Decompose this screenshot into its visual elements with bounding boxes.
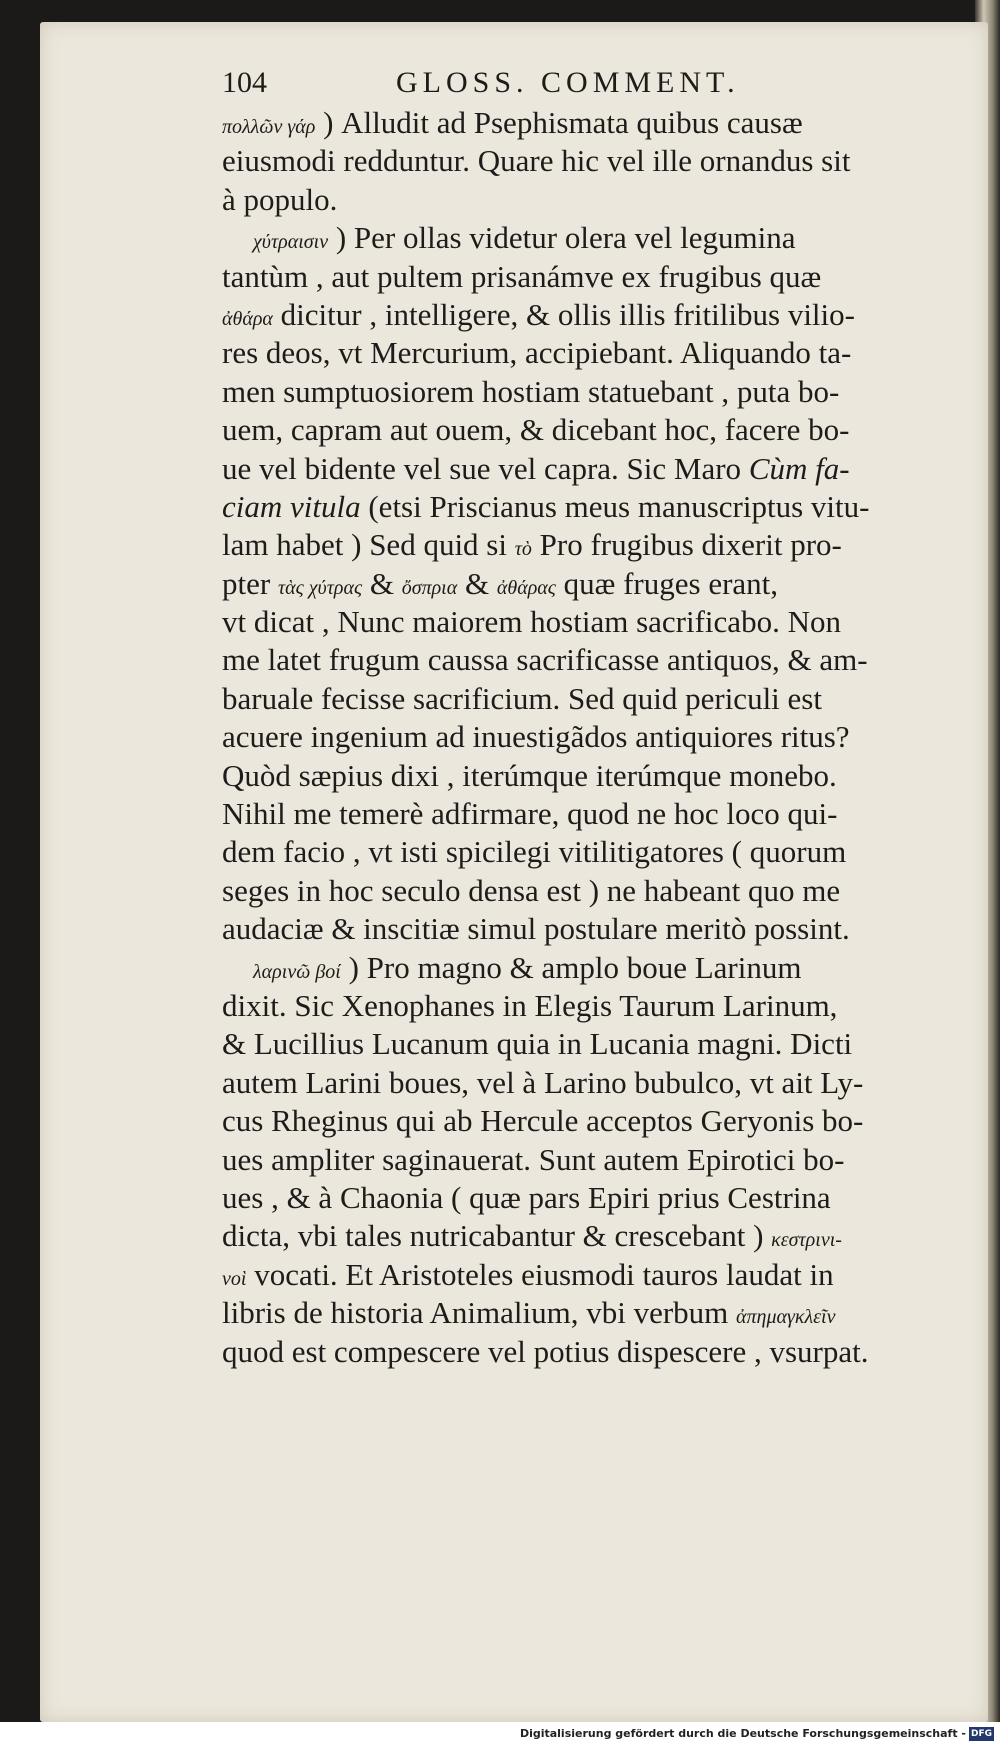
text-line bbox=[222, 1217, 932, 1255]
text-run: baruale fecisse sacrificium. Sed quid periculi est bbox=[222, 680, 822, 716]
text-line bbox=[222, 526, 932, 564]
text-line bbox=[222, 833, 932, 871]
text-run: men sumptuosiorem hostiam statuebant , puta bo- bbox=[222, 373, 840, 409]
text-run: & bbox=[362, 565, 402, 601]
text-run: dicitur , intelligere, & ollis illis fritilibus vilio- bbox=[272, 296, 855, 332]
text-run: Nihil me temerè adfirmare, quod ne hoc loco qui- bbox=[222, 796, 838, 832]
text-line bbox=[222, 181, 932, 219]
text-run: Pro frugibus dixerit pro- bbox=[531, 527, 842, 563]
text-run: dixit. Sic Xenophanes in Elegis Taurum Larinum, bbox=[222, 987, 838, 1023]
greek-lemma: λαρινῶ βοί bbox=[253, 960, 341, 983]
text-line bbox=[222, 1141, 932, 1179]
text-run: audaciæ & inscitiæ simul postulare meritò possint. bbox=[222, 911, 850, 947]
running-header bbox=[222, 66, 922, 106]
dfg-logo: DFG bbox=[970, 1729, 992, 1739]
body-text bbox=[222, 104, 932, 1371]
text-run: lam habet ) Sed quid si bbox=[222, 527, 515, 563]
page-number: 104 bbox=[222, 66, 267, 99]
text-run bbox=[222, 950, 253, 985]
text-line bbox=[222, 910, 932, 948]
text-line bbox=[222, 296, 932, 334]
text-run: dem facio , vt isti spicilegi vitilitigatores ( quorum bbox=[222, 834, 847, 870]
text-run: ) Alludit ad Psephismata quibus causæ bbox=[315, 105, 803, 140]
text-line bbox=[222, 334, 932, 372]
text-line bbox=[222, 872, 932, 910]
text-run: me latet frugum caussa sacrificasse antiquos, & am- bbox=[222, 642, 868, 678]
text-line bbox=[222, 1064, 932, 1102]
text-run: autem Larini boues, vel à Larino bubulco, vt ait Ly- bbox=[222, 1064, 864, 1100]
text-line bbox=[222, 142, 932, 180]
greek-lemma: πολλῶν γάρ bbox=[222, 116, 316, 138]
text-run: tantùm , aut pultem prisanámve ex frugibus quæ bbox=[222, 258, 822, 294]
text-run: ues ampliter saginauerat. Sunt autem Epirotici bo- bbox=[222, 1141, 845, 1177]
italic-quote: Cùm fa- bbox=[748, 450, 850, 486]
text-line bbox=[222, 219, 932, 257]
text-run: ues , & à Chaonia ( quæ pars Epiri prius Cestrina bbox=[222, 1179, 831, 1215]
text-run: à populo. bbox=[222, 181, 338, 217]
text-line bbox=[222, 1256, 932, 1294]
greek-lemma: τὸ bbox=[514, 538, 532, 561]
italic-quote: ciam vitula bbox=[222, 488, 361, 524]
text-line bbox=[222, 373, 932, 411]
text-run: pter bbox=[222, 565, 278, 601]
funding-note: Digitalisierung gefördert durch die Deutsche Forschungsgemeinschaft - bbox=[519, 1727, 966, 1740]
greek-lemma: νοὶ bbox=[222, 1267, 247, 1290]
text-line bbox=[222, 680, 932, 718]
text-line bbox=[222, 603, 932, 641]
running-head: GLOSS. COMMENT. bbox=[396, 66, 740, 99]
text-run: vt dicat , Nunc maiorem hostiam sacrificabo. Non bbox=[222, 604, 841, 640]
text-line bbox=[222, 641, 932, 679]
greek-lemma: ἀθάρα bbox=[222, 307, 273, 330]
text-line bbox=[222, 450, 932, 488]
text-run bbox=[222, 220, 253, 255]
text-run: ) Pro magno & amplo boue Larinum bbox=[340, 949, 802, 985]
text-run: quod est compescere vel potius dispescere , vsurpat. bbox=[222, 1333, 869, 1369]
text-run: & bbox=[457, 565, 497, 601]
text-line bbox=[222, 1025, 932, 1063]
text-run: cus Rheginus qui ab Hercule acceptos Geryonis bo- bbox=[222, 1103, 864, 1139]
text-line bbox=[222, 258, 932, 296]
text-line bbox=[222, 1333, 932, 1371]
text-line bbox=[222, 718, 932, 756]
text-run: uem, capram aut ouem, & dicebant hoc, facere bo- bbox=[222, 412, 850, 448]
text-run: & Lucillius Lucanum quia in Lucania magni. Dicti bbox=[222, 1026, 853, 1062]
text-run: dicta, vbi tales nutricabantur & crescebant ) bbox=[222, 1218, 772, 1254]
text-run: vocati. Et Aristoteles eiusmodi tauros laudat in bbox=[246, 1256, 834, 1292]
text-run: acuere ingenium ad inuestigãdos antiquiores ritus? bbox=[222, 719, 850, 755]
text-run: ue vel bidente vel sue vel capra. Sic Maro bbox=[222, 450, 749, 486]
text-line bbox=[222, 104, 932, 142]
text-line bbox=[222, 757, 932, 795]
text-line bbox=[222, 411, 932, 449]
text-line bbox=[222, 987, 932, 1025]
text-line bbox=[222, 949, 932, 987]
greek-lemma: ἀπημαγκλεῖν bbox=[736, 1306, 836, 1329]
text-run: Quòd sæpius dixi , iterúmque iterúmque monebo. bbox=[222, 757, 837, 793]
greek-lemma: χύτραισιν bbox=[253, 231, 329, 254]
text-run: (etsi Priscianus meus manuscriptus vitu- bbox=[360, 488, 870, 524]
text-line bbox=[222, 488, 932, 526]
text-run: res deos, vt Mercurium, accipiebant. Aliquando ta- bbox=[222, 335, 852, 371]
greek-lemma: κεστρινι- bbox=[771, 1229, 842, 1252]
greek-lemma: ὄσπρια bbox=[401, 576, 458, 599]
greek-lemma: ἀθάρας bbox=[496, 576, 556, 599]
greek-lemma: τὰς χύτρας bbox=[277, 576, 363, 599]
text-run: ) Per ollas videtur olera vel legumina bbox=[328, 220, 796, 256]
text-run: libris de historia Animalium, vbi verbum bbox=[222, 1295, 737, 1331]
text-line bbox=[222, 1102, 932, 1140]
text-run: seges in hoc seculo densa est ) ne habeant quo me bbox=[222, 872, 841, 908]
text-run: quæ fruges erant, bbox=[555, 565, 779, 601]
text-line bbox=[222, 1294, 932, 1332]
digitization-footer bbox=[0, 1722, 1000, 1746]
text-line bbox=[222, 795, 932, 833]
text-line bbox=[222, 1179, 932, 1217]
text-run: eiusmodi redduntur. Quare hic vel ille ornandus sit bbox=[222, 143, 851, 179]
text-line bbox=[222, 565, 932, 603]
